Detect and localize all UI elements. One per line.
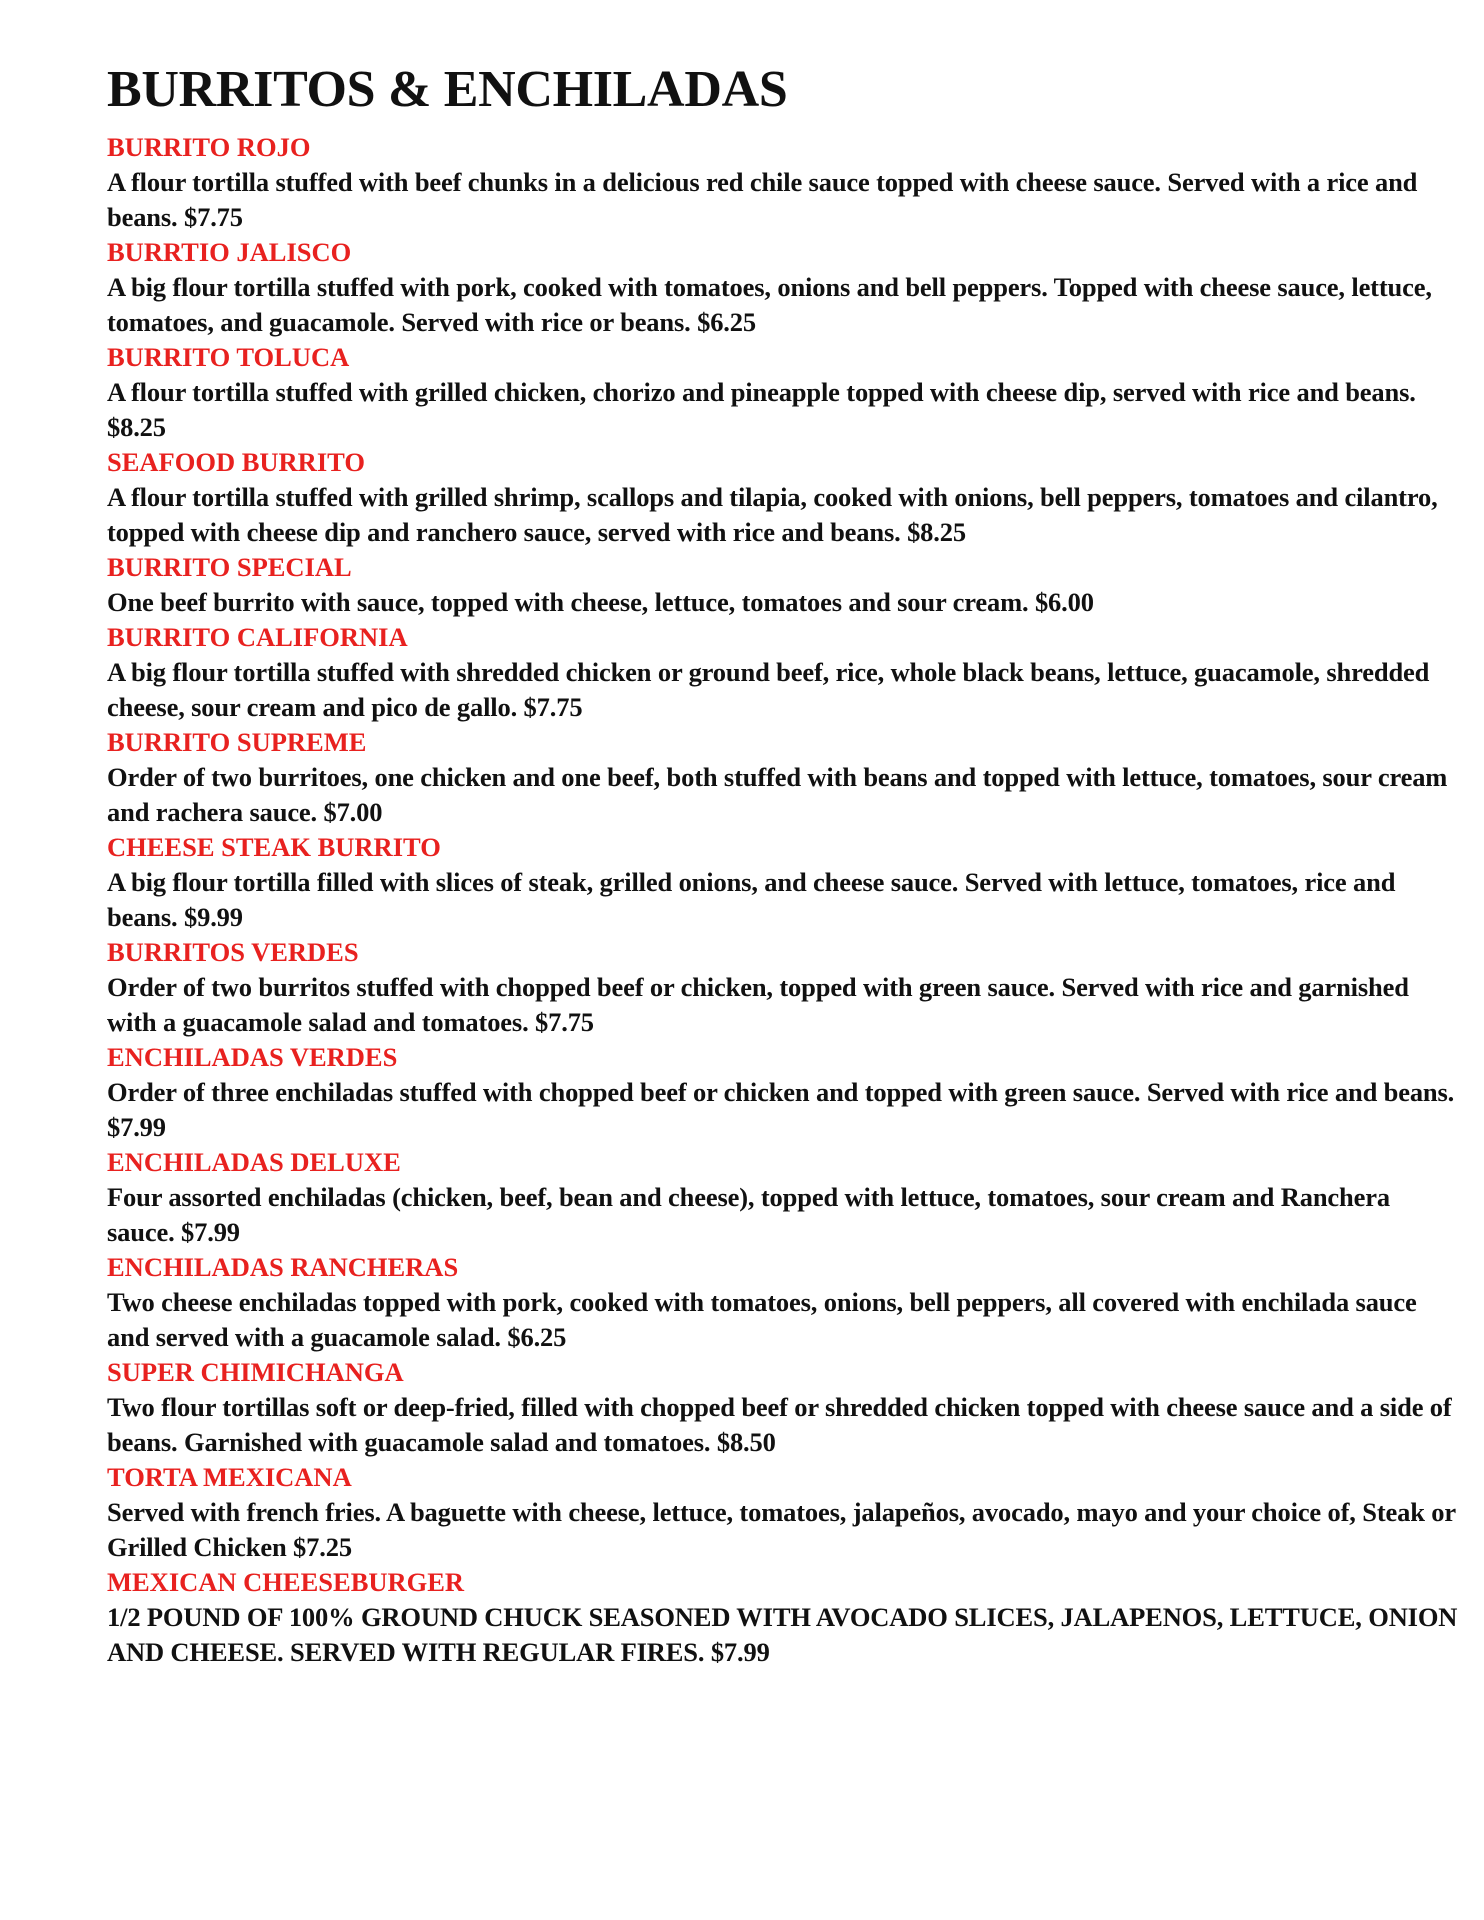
- menu-item-burrito-special: [107, 550, 1463, 620]
- item-name: BURRITO TOLUCA: [107, 342, 350, 372]
- item-name: SUPER CHIMICHANGA: [107, 1357, 404, 1387]
- item-name: BURRITO SUPREME: [107, 727, 367, 757]
- item-name: BURRTIO JALISCO: [107, 237, 352, 267]
- menu-list: [107, 130, 1463, 1670]
- item-description: A big flour tortilla filled with slices of steak, grilled onions, and cheese sauce. Served with lettuce, tomatoes, rice and beans. $9.99: [107, 867, 1396, 932]
- menu-item-burritio-jalisco: [107, 235, 1463, 340]
- item-description: Two flour tortillas soft or deep-fried, filled with chopped beef or shredded chicken topped with cheese sauce and a side of beans. Garnished with guacamole salad and tomatoes. $8.50: [107, 1392, 1452, 1457]
- menu-item-enchiladas-deluxe: [107, 1145, 1463, 1250]
- menu-item-enchiladas-rancheras: [107, 1250, 1463, 1355]
- menu-item-burrito-california: [107, 620, 1463, 725]
- item-description: One beef burrito with sauce, topped with cheese, lettuce, tomatoes and sour cream. $6.00: [107, 587, 1094, 617]
- item-description: A flour tortilla stuffed with grilled chicken, chorizo and pineapple topped with cheese dip, served with rice and beans. $8.25: [107, 377, 1416, 442]
- item-description: A flour tortilla stuffed with grilled shrimp, scallops and tilapia, cooked with onions, bell peppers, tomatoes and cilantro, topped with cheese dip and ranchero sauce, served with rice and beans. $8.25: [107, 482, 1438, 547]
- item-description: 1/2 POUND OF 100% GROUND CHUCK SEASONED WITH AVOCADO SLICES, JALAPENOS, LETTUCE, ONION AND CHEESE. SERVED WITH REGULAR FIRES. $7.99: [107, 1602, 1458, 1667]
- page-title: BURRITOS & ENCHILADAS: [107, 61, 788, 118]
- item-description: Order of two burritos stuffed with chopped beef or chicken, topped with green sauce. Served with rice and garnished with a guacamole salad and tomatoes. $7.75: [107, 972, 1409, 1037]
- item-description: Two cheese enchiladas topped with pork, cooked with tomatoes, onions, bell peppers, all covered with enchilada sauce and served with a guacamole salad. $6.25: [107, 1287, 1417, 1352]
- item-name: MEXICAN CHEESEBURGER: [107, 1567, 465, 1597]
- menu-item-seafood-burrito: [107, 445, 1463, 550]
- menu-item-burrito-rojo: [107, 130, 1463, 235]
- menu-page: [107, 62, 1463, 1670]
- menu-item-mexican-cheeseburger: [107, 1565, 1463, 1670]
- item-description: A big flour tortilla stuffed with pork, cooked with tomatoes, onions and bell peppers. Topped with cheese sauce, lettuce, tomatoes, and guacamole. Served with rice or beans. $6.25: [107, 272, 1432, 337]
- item-description: Order of three enchiladas stuffed with chopped beef or chicken and topped with green sauce. Served with rice and beans. $7.99: [107, 1077, 1455, 1142]
- item-name: BURRITO CALIFORNIA: [107, 622, 408, 652]
- menu-item-burritos-verdes: [107, 935, 1463, 1040]
- item-name: ENCHILADAS DELUXE: [107, 1147, 401, 1177]
- item-name: ENCHILADAS VERDES: [107, 1042, 398, 1072]
- item-name: TORTA MEXICANA: [107, 1462, 352, 1492]
- menu-item-burrito-supreme: [107, 725, 1463, 830]
- menu-item-burrito-toluca: [107, 340, 1463, 445]
- menu-item-enchiladas-verdes: [107, 1040, 1463, 1145]
- menu-item-super-chimichanga: [107, 1355, 1463, 1460]
- item-name: BURRITO SPECIAL: [107, 552, 352, 582]
- menu-item-torta-mexicana: [107, 1460, 1463, 1565]
- item-name: ENCHILADAS RANCHERAS: [107, 1252, 459, 1282]
- item-description: A flour tortilla stuffed with beef chunks in a delicious red chile sauce topped with cheese sauce. Served with a rice and beans. $7.75: [107, 167, 1418, 232]
- item-description: Order of two burritoes, one chicken and one beef, both stuffed with beans and topped with lettuce, tomatoes, sour cream and rachera sauce. $7.00: [107, 762, 1448, 827]
- menu-item-cheese-steak-burrito: [107, 830, 1463, 935]
- item-description: Four assorted enchiladas (chicken, beef, bean and cheese), topped with lettuce, tomatoes, sour cream and Ranchera sauce. $7.99: [107, 1182, 1390, 1247]
- item-description: Served with french fries. A baguette with cheese, lettuce, tomatoes, jalapeños, avocado, mayo and your choice of, Steak or Grilled Chicken $7.25: [107, 1497, 1456, 1562]
- item-name: BURRITO ROJO: [107, 132, 311, 162]
- item-name: SEAFOOD BURRITO: [107, 447, 365, 477]
- item-description: A big flour tortilla stuffed with shredded chicken or ground beef, rice, whole black beans, lettuce, guacamole, shredded cheese, sour cream and pico de gallo. $7.75: [107, 657, 1430, 722]
- item-name: BURRITOS VERDES: [107, 937, 359, 967]
- item-name: CHEESE STEAK BURRITO: [107, 832, 441, 862]
